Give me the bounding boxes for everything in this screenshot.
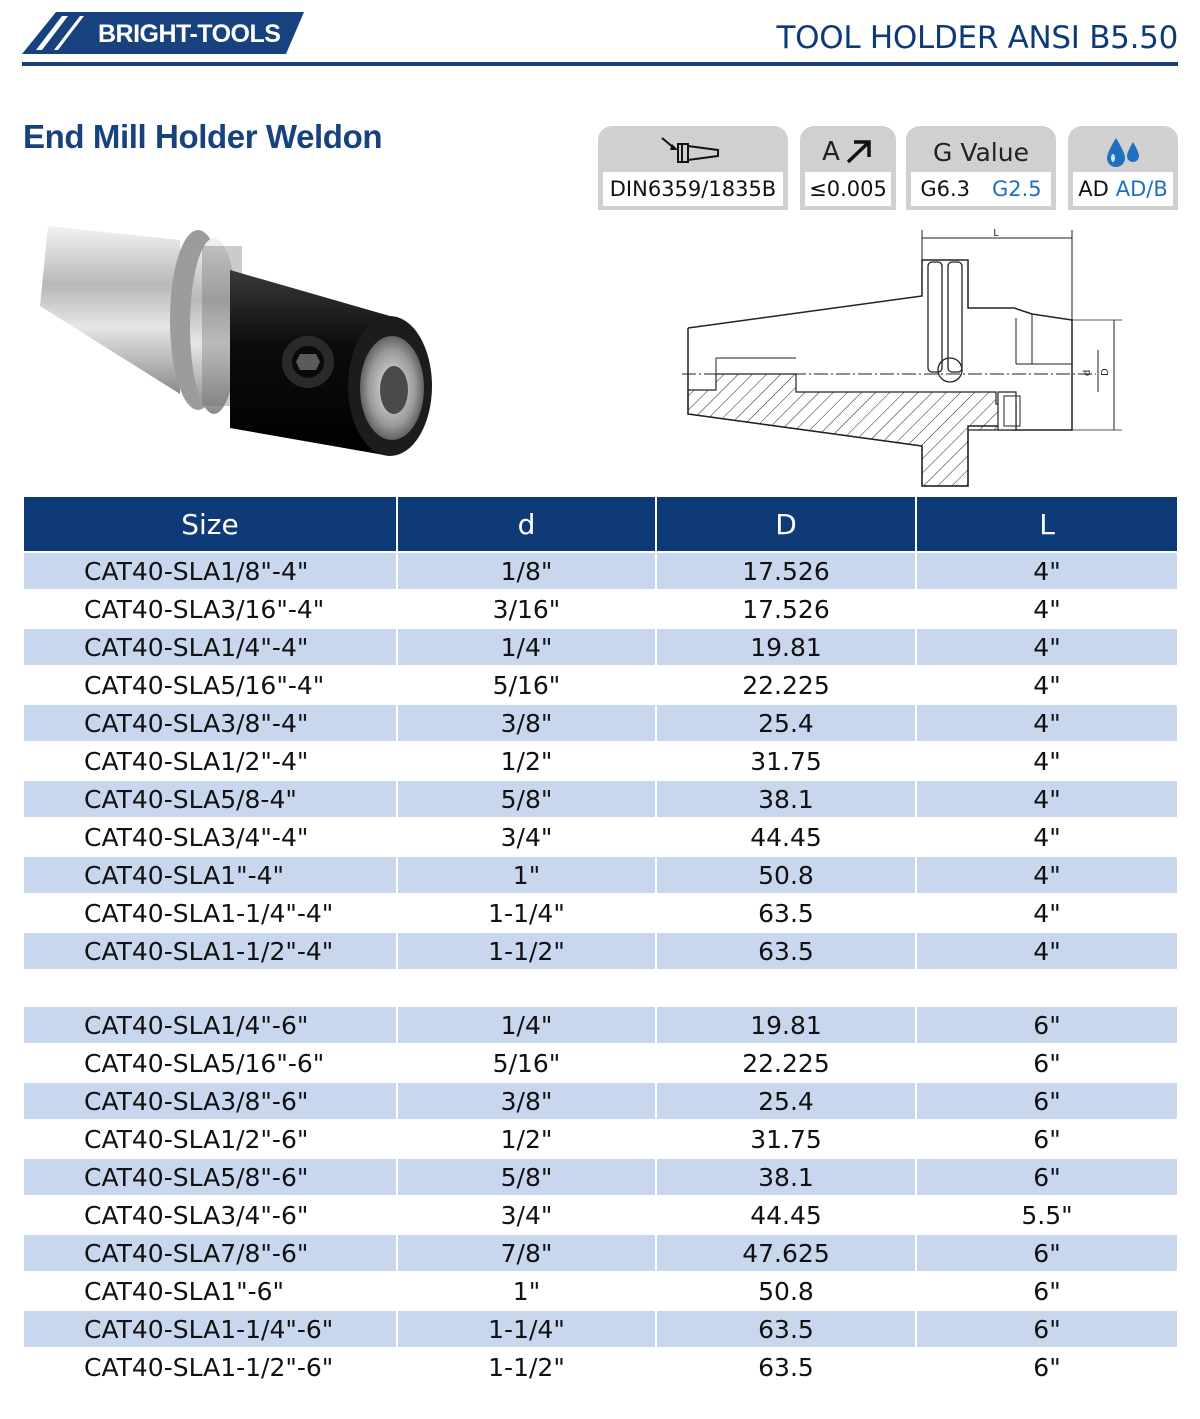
cell-D: 19.81	[657, 629, 917, 665]
cell-d: 3/8"	[398, 705, 657, 741]
cell-d: 1-1/4"	[398, 895, 657, 931]
cell-size: CAT40-SLA1/2"-6"	[24, 1121, 398, 1157]
cell-D: 31.75	[657, 743, 917, 779]
cell-D: 22.225	[657, 1045, 917, 1081]
column-header-D: D	[657, 497, 917, 551]
cell-D: 38.1	[657, 1159, 917, 1195]
cell-L: 6"	[1033, 1048, 1061, 1078]
dimension-label-L: L	[993, 228, 999, 239]
size-table	[24, 497, 1177, 1387]
cell-d: 7/8"	[398, 1235, 657, 1271]
table-row	[24, 1349, 1177, 1385]
cell-size: CAT40-SLA5/16"-6"	[24, 1045, 398, 1081]
table-row	[24, 1159, 1177, 1195]
cell-size: CAT40-SLA3/8"-6"	[24, 1083, 398, 1119]
runout-arrow-icon	[844, 138, 874, 166]
cell-L: 4"	[1033, 936, 1061, 966]
cell-L: 6"	[1033, 1086, 1061, 1116]
cell-size: CAT40-SLA3/4"-4"	[24, 819, 398, 855]
table-row	[24, 667, 1177, 703]
cell-d: 3/4"	[398, 1197, 657, 1233]
spec-balance-badge	[906, 126, 1056, 210]
column-header-size: Size	[24, 497, 398, 551]
column-header-L: L	[1039, 507, 1055, 541]
balance-label: G Value	[933, 137, 1029, 167]
table-row	[24, 1045, 1177, 1081]
table-row	[24, 819, 1177, 855]
cell-d: 3/4"	[398, 819, 657, 855]
cell-D: 63.5	[657, 1311, 917, 1347]
cell-d: 5/8"	[398, 781, 657, 817]
table-row	[24, 553, 1177, 589]
cell-size: CAT40-SLA1/2"-4"	[24, 743, 398, 779]
table-row	[24, 1007, 1177, 1043]
cell-D: 63.5	[657, 933, 917, 969]
din-standard-value: DIN6359/1835B	[603, 172, 783, 206]
cell-L: 4"	[1033, 594, 1061, 624]
cell-D: 17.526	[657, 591, 917, 627]
cell-L: 4"	[1033, 670, 1061, 700]
spec-accuracy-badge	[800, 126, 896, 210]
technical-drawing	[676, 224, 1136, 498]
cell-D: 50.8	[657, 857, 917, 893]
cell-D: 25.4	[657, 705, 917, 741]
spec-din-badge	[598, 126, 788, 210]
table-row	[24, 1311, 1177, 1347]
cell-d: 1"	[398, 857, 657, 893]
cell-size: CAT40-SLA3/8"-4"	[24, 705, 398, 741]
table-row	[24, 1197, 1177, 1233]
product-title: End Mill Holder Weldon	[23, 118, 383, 155]
table-group-spacer	[24, 971, 1177, 1007]
cell-d: 5/16"	[398, 667, 657, 703]
cell-d: 1/2"	[398, 1121, 657, 1157]
balance-value-option: G2.5	[992, 177, 1042, 201]
document-title: TOOL HOLDER ANSI B5.50	[776, 20, 1178, 56]
cell-d: 1-1/2"	[398, 1349, 657, 1385]
cell-d: 1/8"	[398, 553, 657, 589]
cell-size: CAT40-SLA1"-6"	[24, 1273, 398, 1309]
cell-size: CAT40-SLA5/8"-6"	[24, 1159, 398, 1195]
cell-size: CAT40-SLA1-1/2"-6"	[24, 1349, 398, 1385]
cell-D: 19.81	[657, 1007, 917, 1043]
table-row	[24, 781, 1177, 817]
cell-L: 6"	[1033, 1314, 1061, 1344]
cell-d: 5/16"	[398, 1045, 657, 1081]
table-row	[24, 933, 1177, 969]
table-row	[24, 629, 1177, 665]
cell-d: 1/2"	[398, 743, 657, 779]
header-divider	[22, 62, 1178, 66]
table-row	[24, 1235, 1177, 1271]
column-header-d: d	[398, 497, 657, 551]
cell-L: 6"	[1033, 1352, 1061, 1382]
spec-coolant-badge	[1068, 126, 1178, 210]
cell-L: 4"	[1033, 898, 1061, 928]
cell-D: 63.5	[657, 1349, 917, 1385]
cell-d: 1-1/2"	[398, 933, 657, 969]
cell-D: 50.8	[657, 1273, 917, 1309]
coolant-drops-icon	[1068, 132, 1178, 172]
cell-D: 25.4	[657, 1083, 917, 1119]
table-row	[24, 1273, 1177, 1309]
dimension-label-D: D	[1100, 368, 1111, 376]
cell-L: 4"	[1033, 556, 1061, 586]
brand-logo	[22, 12, 304, 54]
cell-size: CAT40-SLA1"-4"	[24, 857, 398, 893]
cell-L: 4"	[1033, 784, 1061, 814]
table-group-4in	[24, 553, 1177, 969]
cell-D: 47.625	[657, 1235, 917, 1271]
dimension-label-d: d	[1082, 369, 1093, 376]
cell-d: 1"	[398, 1273, 657, 1309]
cell-size: CAT40-SLA1/8"-4"	[24, 553, 398, 589]
cell-D: 44.45	[657, 1197, 917, 1233]
table-row	[24, 1083, 1177, 1119]
product-photo	[30, 216, 440, 480]
cell-D: 38.1	[657, 781, 917, 817]
cell-d: 1/4"	[398, 1007, 657, 1043]
cell-size: CAT40-SLA7/8"-6"	[24, 1235, 398, 1271]
cell-size: CAT40-SLA1-1/4"-6"	[24, 1311, 398, 1347]
table-group-6in	[24, 1007, 1177, 1385]
cell-d: 5/8"	[398, 1159, 657, 1195]
cell-size: CAT40-SLA1-1/4"-4"	[24, 895, 398, 931]
cell-size: CAT40-SLA5/16"-4"	[24, 667, 398, 703]
cell-size: CAT40-SLA3/16"-4"	[24, 591, 398, 627]
cell-L: 6"	[1033, 1124, 1061, 1154]
cell-L: 6"	[1033, 1162, 1061, 1192]
table-header	[24, 497, 1177, 551]
table-row	[24, 743, 1177, 779]
cell-L: 6"	[1033, 1238, 1061, 1268]
cell-d: 1/4"	[398, 629, 657, 665]
cell-L: 4"	[1033, 632, 1061, 662]
cell-L: 4"	[1033, 708, 1061, 738]
cell-size: CAT40-SLA3/4"-6"	[24, 1197, 398, 1233]
cell-L: 6"	[1033, 1010, 1061, 1040]
cell-D: 17.526	[657, 553, 917, 589]
table-row	[24, 857, 1177, 893]
cell-L: 6"	[1033, 1276, 1061, 1306]
table-row	[24, 1121, 1177, 1157]
cell-D: 22.225	[657, 667, 917, 703]
table-row	[24, 895, 1177, 931]
cell-L: 4"	[1033, 746, 1061, 776]
cell-L: 4"	[1033, 822, 1061, 852]
cell-d: 3/8"	[398, 1083, 657, 1119]
accuracy-label: A	[822, 137, 840, 167]
accuracy-value: ≤0.005	[805, 172, 891, 206]
balance-value-standard: G6.3	[920, 177, 970, 201]
table-row	[24, 591, 1177, 627]
cell-size: CAT40-SLA1/4"-4"	[24, 629, 398, 665]
cell-d: 1-1/4"	[398, 1311, 657, 1347]
cell-L: 4"	[1033, 860, 1061, 890]
cell-d: 3/16"	[398, 591, 657, 627]
cell-size: CAT40-SLA1/4"-6"	[24, 1007, 398, 1043]
cell-size: CAT40-SLA5/8-4"	[24, 781, 398, 817]
cell-D: 44.45	[657, 819, 917, 855]
cell-D: 63.5	[657, 895, 917, 931]
coolant-value-standard: AD	[1078, 177, 1109, 201]
cell-L: 5.5"	[1021, 1200, 1073, 1230]
coolant-value-option: AD/B	[1115, 177, 1168, 201]
cell-D: 31.75	[657, 1121, 917, 1157]
taper-holder-icon	[598, 132, 788, 172]
cell-size: CAT40-SLA1-1/2"-4"	[24, 933, 398, 969]
brand-name: BRIGHT-TOOLS	[98, 20, 281, 48]
table-row	[24, 705, 1177, 741]
